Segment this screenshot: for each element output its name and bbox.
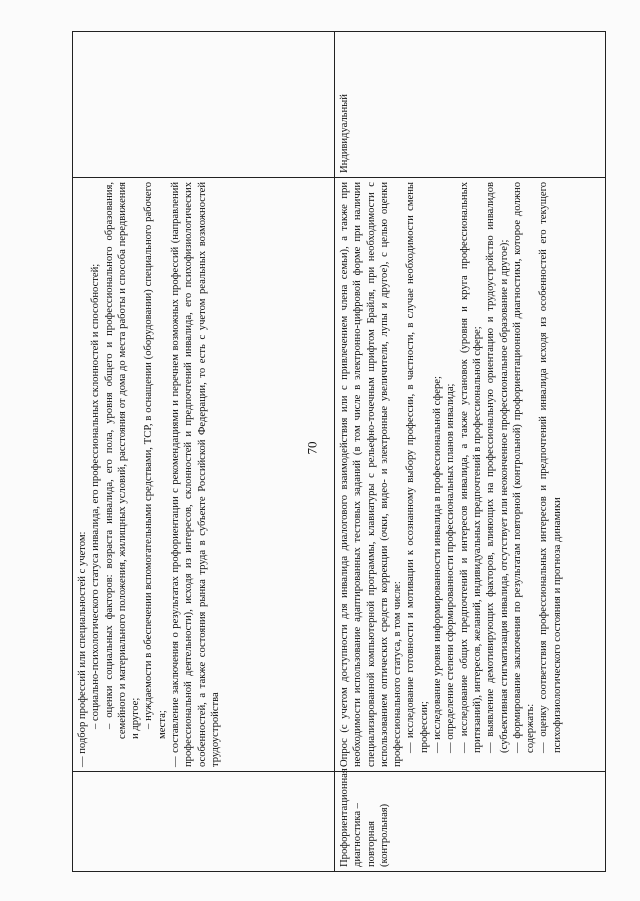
row1-content-cell [73,178,335,772]
row2-content-cell [335,178,606,772]
table-row [335,32,606,872]
row1-para-1: — подбор профессий или специальностей с учетом: [77,531,88,767]
row1-para-3: – оценки социальных факторов: возраста инвалида, его пола, уровня общего и профессионального образования, семейного и материального положения, жилищных условий, расстояния от дома до места работы и способа передвижения и другое; [103,182,142,739]
page-number: 70 [304,441,320,455]
row1-service-name-cell [73,772,335,872]
row2-service-name-cell: Профориентационная диагностика – повторная (контрольная) [335,772,606,872]
row2-para-4: — определение степени сформированности профессиональных планов инвалида; [445,383,457,753]
row2-para-1: Опрос (с учетом доступности для инвалида диалогового взаимодействия или с привлечением члена семьи), а также при необходимости использование адаптированных тестовых заданий (в том числе в электронно-цифровой форме при наличии специализированной компьютерной программы, клавиатуры с рельефно-точечным шрифтом Брайля, при необходимости с использованием оптических средств коррекции (очки, видео- и электронные увеличители, лупы и другое), с целью оценки профессионального статуса, в том числе: [339,182,404,767]
row1-form-cell [73,32,335,178]
rotated-table-container [72,32,606,872]
row1-para-5: — составление заключения о результатах профориентации с рекомендациями и перечнем возможных профессий (направлений профессиональной деятельности), исходя из интересов, склонностей и предпочтений инвалида, его психофизиологических особенностей, а также состояния рынка труда в субъекте Российской Федерации, то есть с учетом реальных возможностей трудоустройства [170,182,221,767]
table-row [73,32,335,872]
row2-para-6: — выявление демотивирующих факторов, влияющих на профессиональную ориентацию и трудоустройство инвалидов (субъективная стигматизация инвалида, отсутствует или неоконченное профессиональное образование и другое); [485,182,510,753]
row2-para-5: — исследование общих предпочтений и интересов инвалида, а также установок (уровня и круга профессиональных притязаний), интересов, желаний, индивидуальных предпочтений в профессиональной сфере; [458,182,483,753]
row2-para-2: — исследование готовности и мотивации к осознанному выбору профессии, в частности, в случае необходимости смены профессии; [405,182,430,753]
row2-form-cell: Индивидуальный [335,32,606,178]
row1-para-4: – нуждаемости в обеспечении вспомогательными средствами, ТСР, в оснащении (оборудовании) специального рабочего места; [143,182,168,739]
row2-para-3: — исследование уровня информированности инвалида в профессиональной сфере; [432,376,444,753]
row2-para-8: — оценку соответствия профессиональных интересов и предпочтений инвалида исходя из особенностей его текущего психофизиологического состояния и прогноза динамики [538,182,563,753]
services-table [72,31,606,872]
row1-para-2: – социально-психологического статуса инвалида, его профессиональных склонностей и способностей; [90,263,102,729]
row2-para-7: — формирование заключения по результатам повторной (контрольной) профориентационной диагностики, которое должно содержать: [511,182,537,753]
